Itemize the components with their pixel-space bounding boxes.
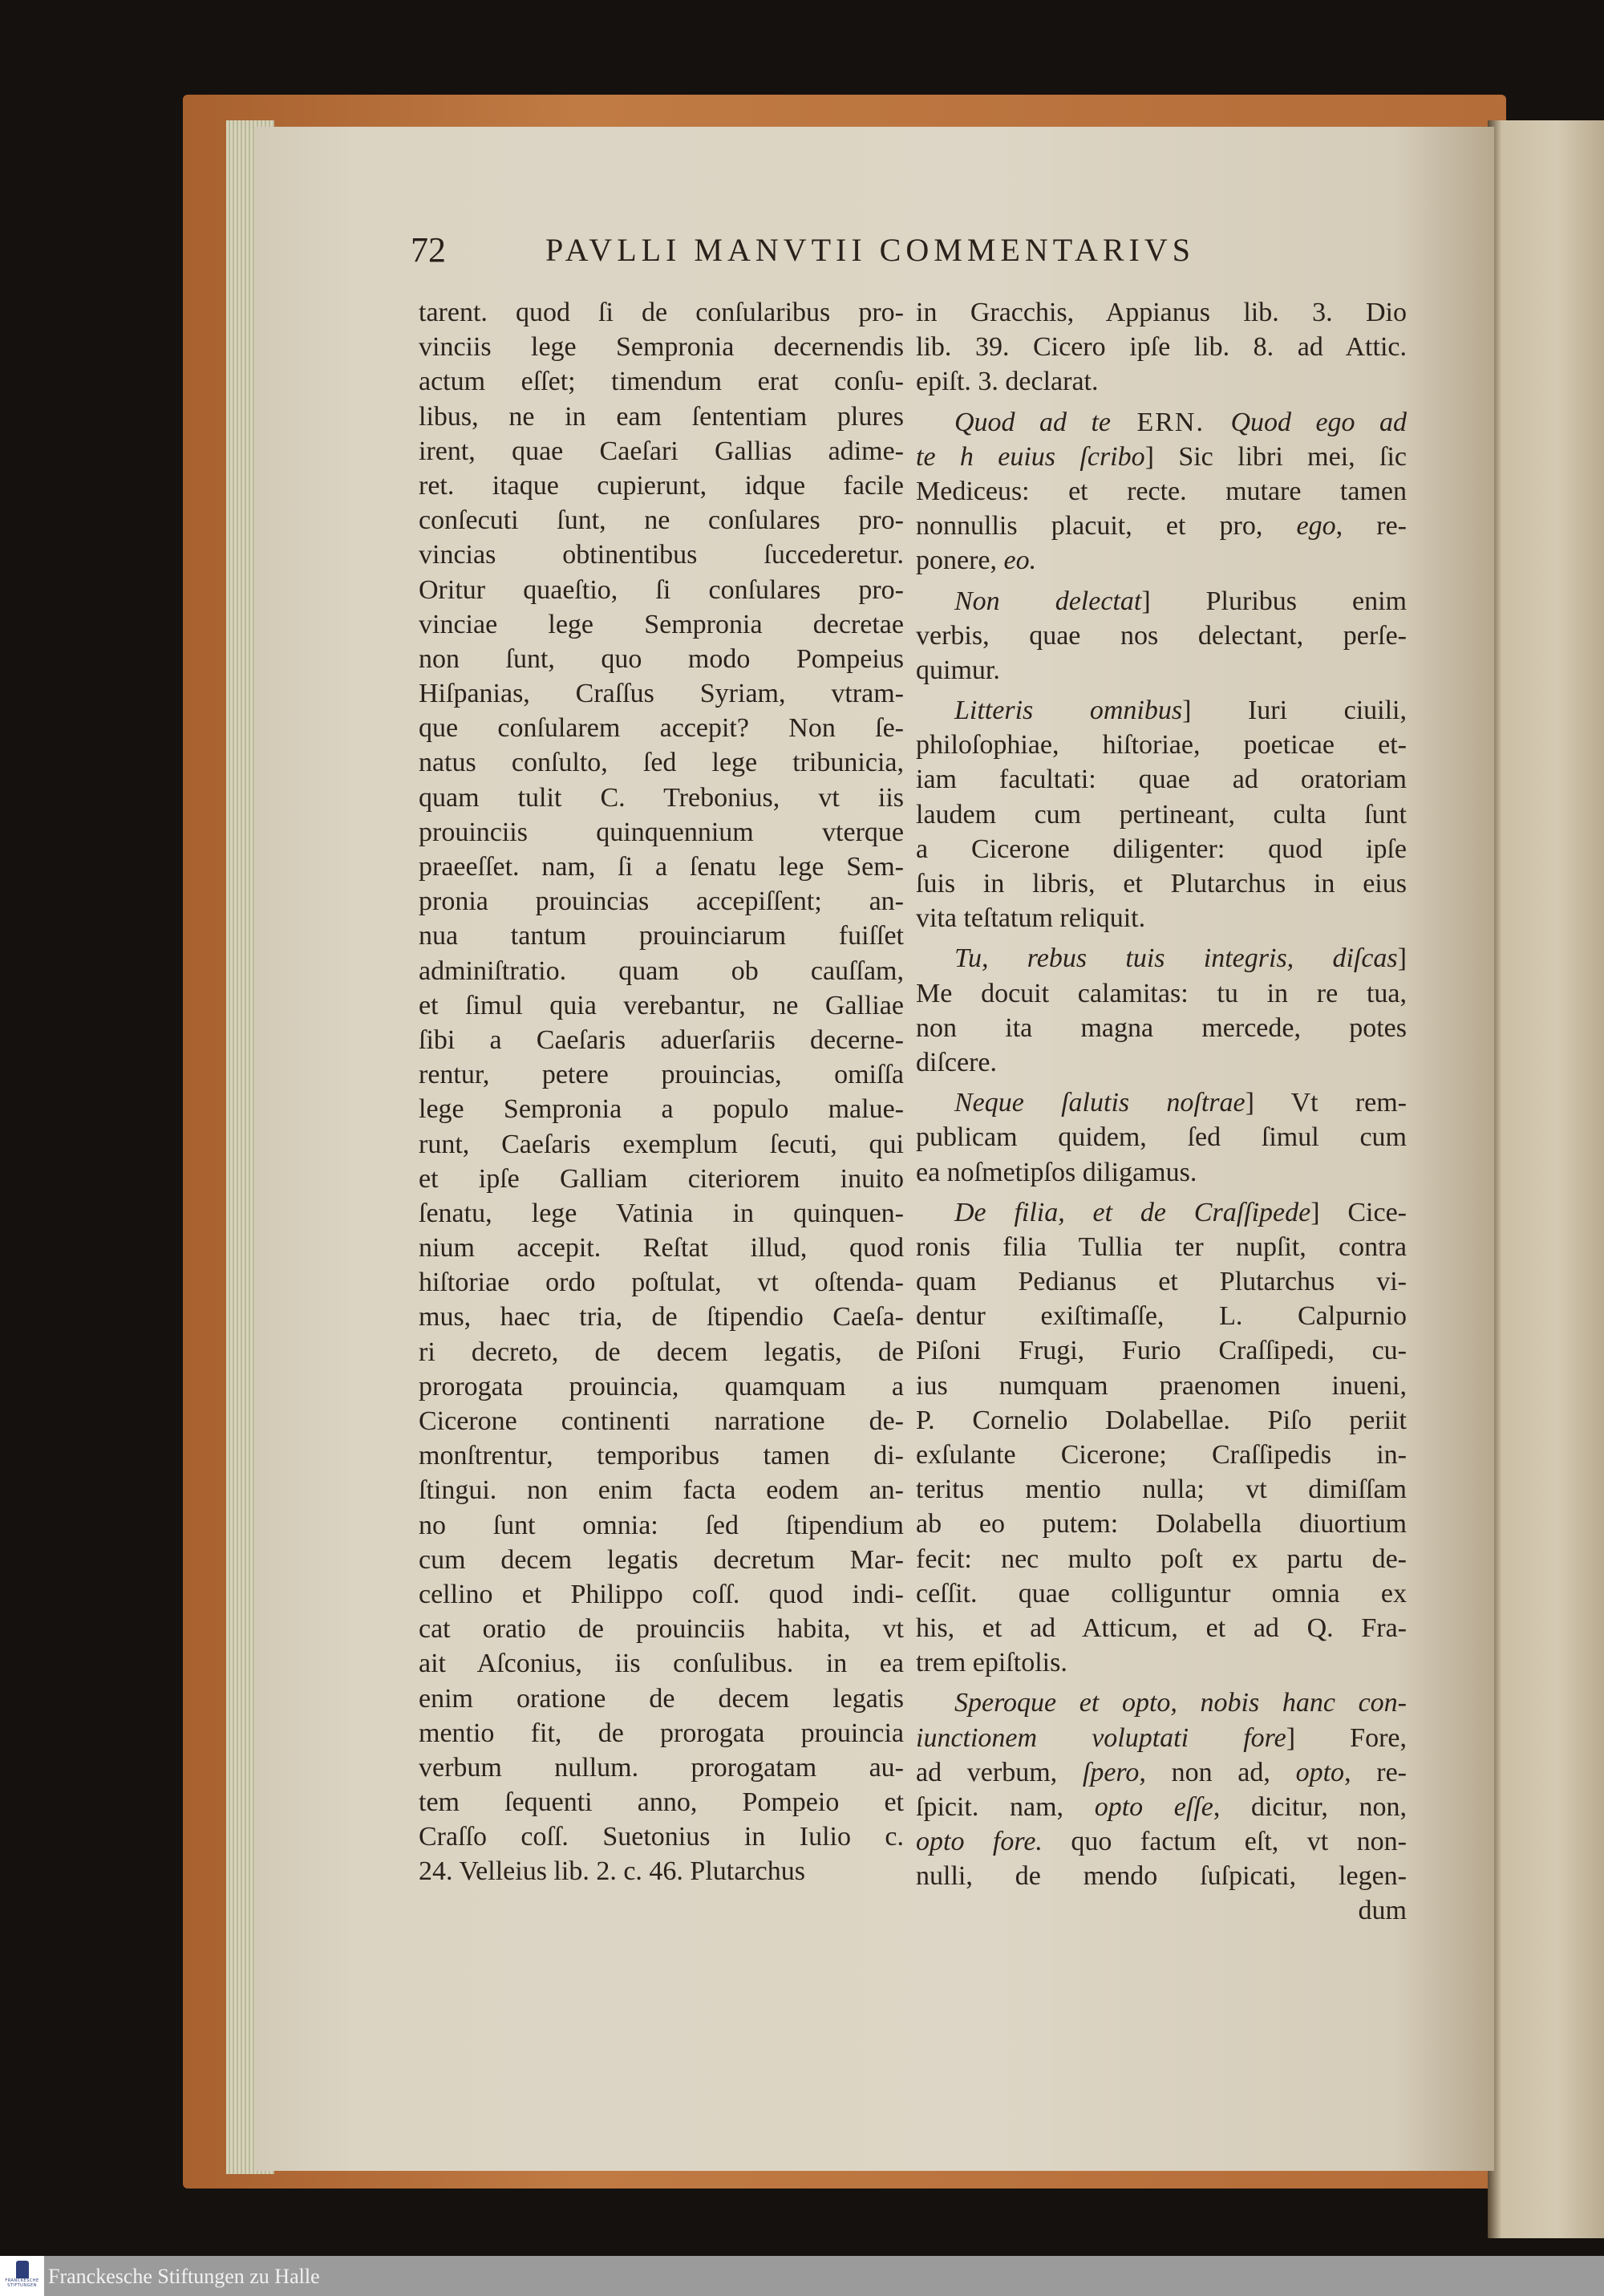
text-line: libus, ne in eam ſententiam plures bbox=[419, 401, 904, 432]
text-line bbox=[916, 1155, 1407, 1190]
text-line: mentio fit, de prorogata prouincia bbox=[419, 1718, 904, 1748]
text-line: nium accepit. Reſtat illud, quod bbox=[419, 1233, 904, 1264]
lemma-italic: Neque ſalutis noſtrae bbox=[954, 1088, 1246, 1118]
text-line bbox=[916, 901, 1407, 935]
text-line: quam tulit C. Trebonius, vt iis bbox=[419, 782, 904, 813]
text-line: no ſunt omnia: ſed ſtipendium bbox=[419, 1510, 904, 1540]
logo-text: STIFTUNGEN bbox=[7, 2283, 37, 2288]
lemma-italic: Speroque et opto, nobis hanc con- bbox=[954, 1688, 1407, 1718]
text-line bbox=[916, 1645, 1407, 1680]
text-segment: quam Pedianus et Plutarchus vi- bbox=[916, 1267, 1407, 1297]
text-segment: vita teſtatum reliquit. bbox=[916, 903, 1146, 934]
institution-logo bbox=[0, 2256, 44, 2296]
text-line bbox=[916, 832, 1407, 866]
text-line: ſenatu, lege Vatinia in quinquen- bbox=[419, 1198, 904, 1228]
text-segment: quo factum eſt, vt non- bbox=[1042, 1827, 1407, 1857]
text-line: pronia prouincias accepiſſent; an- bbox=[419, 886, 904, 917]
right-text-column bbox=[916, 295, 1407, 1929]
text-segment: in Gracchis, Appianus lib. 3. Dio bbox=[916, 298, 1407, 327]
text-segment: Piſoni Frugi, Furio Craſſipedi, cu- bbox=[916, 1336, 1407, 1366]
text-segment: ] Pluribus enim bbox=[1141, 586, 1407, 616]
text-line: conſecuti ſunt, ne conſulares pro- bbox=[419, 505, 904, 536]
page-number: 72 bbox=[411, 230, 446, 270]
text-segment: his, et ad Atticum, et ad Q. Fra- bbox=[916, 1612, 1407, 1643]
text-segment: exſulante Cicerone; Craſſipedis in- bbox=[916, 1440, 1407, 1470]
text-line bbox=[916, 364, 1407, 399]
text-line: natus conſulto, ſed lege tribunicia, bbox=[419, 748, 904, 778]
text-line bbox=[916, 1085, 1407, 1120]
text-line: vinciis lege Sempronia decernendis bbox=[419, 332, 904, 363]
lemma-italic: opto fore. bbox=[916, 1827, 1043, 1857]
text-segment: Mediceus: et recte. mutare tamen bbox=[916, 476, 1407, 506]
text-line: rentur, petere prouincias, omiſſa bbox=[419, 1060, 904, 1090]
text-line: 24. Velleius lib. 2. c. 46. Plutarchus bbox=[419, 1856, 805, 1887]
text-line bbox=[916, 1611, 1407, 1645]
text-segment: a Cicerone diligenter: quod ipſe bbox=[916, 834, 1407, 864]
text-segment: nulli, de mendo ſuſpicati, legen- bbox=[916, 1861, 1407, 1892]
text-line bbox=[916, 330, 1407, 364]
text-segment: epiſt. 3. declarat. bbox=[916, 367, 1099, 397]
text-line bbox=[916, 1230, 1407, 1264]
text-segment: ponere, bbox=[916, 546, 1004, 576]
text-segment: , dicitur, non, bbox=[1213, 1791, 1407, 1822]
institution-name: Franckesche Stiftungen zu Halle bbox=[48, 2265, 320, 2288]
text-segment: diſcere. bbox=[916, 1047, 997, 1077]
text-segment: philoſophiae, hiſtoriae, poeticae et- bbox=[916, 730, 1407, 761]
text-line: tem ſequenti anno, Pompeio et bbox=[419, 1787, 904, 1818]
lemma-italic: eo. bbox=[1003, 546, 1037, 576]
logo-figure-icon bbox=[16, 2261, 29, 2278]
text-line: cat oratio de prouinciis habita, vt bbox=[419, 1614, 904, 1645]
text-line: enim oratione de decem legatis bbox=[419, 1683, 904, 1714]
text-line: et ſimul quia verebantur, ne Galliae bbox=[419, 990, 904, 1020]
text-line: Craſſo coſſ. Suetonius in Iulio c. bbox=[419, 1822, 904, 1852]
text-line bbox=[916, 295, 1407, 330]
text-line bbox=[916, 1685, 1407, 1720]
lemma-italic: ego bbox=[1296, 511, 1336, 542]
text-line: prorogata prouincia, quamquam a bbox=[419, 1371, 904, 1402]
text-segment: Me docuit calamitas: tu in re tua, bbox=[916, 978, 1407, 1008]
text-segment: lib. 39. Cicero ipſe lib. 8. ad Attic. bbox=[916, 332, 1407, 363]
lemma-italic: Quod ego ad bbox=[1230, 407, 1407, 437]
text-line: ſtingui. non enim facta eodem an- bbox=[419, 1475, 904, 1506]
lemma-italic: iunctionem voluptati fore bbox=[916, 1722, 1286, 1753]
text-line: Hiſpanias, Craſſus Syriam, vtram- bbox=[419, 679, 904, 709]
text-line bbox=[916, 440, 1407, 474]
text-line bbox=[916, 1893, 1407, 1928]
text-line: verbum nullum. prorogatam au- bbox=[419, 1752, 904, 1783]
lemma-italic: opto eſſe bbox=[1094, 1791, 1213, 1822]
text-line: nua tantum prouinciarum fuiſſet bbox=[419, 921, 904, 951]
text-line: vincias obtinentibus ſuccederetur. bbox=[419, 540, 904, 570]
text-line bbox=[916, 1299, 1407, 1333]
text-line bbox=[916, 1542, 1407, 1576]
text-line bbox=[916, 543, 1407, 578]
text-line bbox=[916, 1369, 1407, 1403]
text-line bbox=[916, 474, 1407, 509]
text-segment: ea noſmetipſos diligamus. bbox=[916, 1157, 1197, 1187]
text-line bbox=[916, 1721, 1407, 1755]
text-line bbox=[916, 1011, 1407, 1045]
text-line: mus, haec tria, de ſtipendio Caeſa- bbox=[419, 1302, 904, 1333]
text-line bbox=[916, 693, 1407, 728]
lemma-italic: Tu, rebus tuis integris, diſcas bbox=[954, 943, 1398, 974]
text-segment: iam facultati: quae ad oratoriam bbox=[916, 765, 1407, 795]
text-segment: ] Fore, bbox=[1286, 1722, 1407, 1753]
lemma-italic: te h euius ſcribo bbox=[916, 441, 1145, 472]
text-segment: ſpicit. nam, bbox=[916, 1791, 1095, 1822]
text-line bbox=[916, 653, 1407, 688]
text-line bbox=[916, 976, 1407, 1011]
lemma-italic: Litteris omnibus bbox=[954, 696, 1183, 726]
text-segment: verbis, quae nos delectant, perſe- bbox=[916, 620, 1407, 651]
text-line: que conſularem accepit? Non ſe- bbox=[419, 713, 904, 744]
text-line bbox=[916, 1333, 1407, 1368]
text-line: cum decem legatis decretum Mar- bbox=[419, 1544, 904, 1575]
lemma-italic: Quod ad te bbox=[954, 407, 1112, 437]
running-head bbox=[0, 225, 1604, 273]
text-line bbox=[916, 866, 1407, 901]
text-segment: ad verbum, bbox=[916, 1757, 1083, 1787]
text-line bbox=[916, 1790, 1407, 1824]
text-line: et ipſe Galliam citeriorem inuito bbox=[419, 1163, 904, 1194]
text-line bbox=[916, 584, 1407, 619]
lemma-italic: opto bbox=[1295, 1757, 1345, 1787]
text-line bbox=[916, 941, 1407, 976]
text-segment: dentur exiſtimaſſe, L. Calpurnio bbox=[916, 1301, 1407, 1332]
text-line: prouinciis quinquennium vterque bbox=[419, 817, 904, 847]
text-segment: ſuis in libris, et Plutarchus in eius bbox=[916, 869, 1407, 899]
text-segment: ] Vt rem- bbox=[1245, 1088, 1408, 1118]
text-line bbox=[916, 1755, 1407, 1790]
running-title: PAVLLI MANVTII COMMENTARIVS bbox=[545, 232, 1195, 268]
text-line: Oritur quaeſtio, ſi conſulares pro- bbox=[419, 574, 904, 605]
lemma-italic: De filia, et de Craſſipede bbox=[954, 1197, 1311, 1227]
text-line bbox=[916, 1576, 1407, 1611]
text-line bbox=[916, 1195, 1407, 1230]
text-segment: , re- bbox=[1344, 1757, 1408, 1787]
logo-text: FRANCKESCHE bbox=[5, 2278, 39, 2283]
text-segment: nonnullis placuit, et pro, bbox=[916, 511, 1297, 542]
text-line bbox=[916, 797, 1407, 832]
text-line: praeeſſet. nam, ſi a ſenatu lege Sem- bbox=[419, 852, 904, 882]
text-segment: ] Sic libri mei, ſic bbox=[1144, 441, 1407, 472]
text-segment: ab eo putem: Dolabella diuortium bbox=[916, 1509, 1407, 1539]
text-line bbox=[916, 1403, 1407, 1438]
text-line bbox=[916, 762, 1407, 797]
text-line: tarent. quod ſi de conſularibus pro- bbox=[419, 298, 904, 327]
lemma-italic: ſpero, bbox=[1082, 1757, 1146, 1787]
text-segment: fecit: nec multo poſt ex partu de- bbox=[916, 1544, 1407, 1574]
text-line bbox=[916, 1507, 1407, 1541]
text-line: monſtrentur, temporibus tamen di- bbox=[419, 1441, 904, 1471]
text-segment: dum bbox=[1358, 1896, 1407, 1926]
text-line bbox=[916, 728, 1407, 762]
text-segment: teritus mentio nulla; vt dimiſſam bbox=[916, 1475, 1407, 1505]
lemma-italic: Non delectat bbox=[954, 586, 1142, 616]
text-segment: publicam quidem, ſed ſimul cum bbox=[916, 1122, 1407, 1153]
text-segment: non ita magna mercede, potes bbox=[916, 1012, 1407, 1043]
text-line: Cicerone continenti narratione de- bbox=[419, 1406, 904, 1436]
text-segment: laudem cum pertineant, culta ſunt bbox=[916, 799, 1407, 830]
text-line: non ſunt, quo modo Pompeius bbox=[419, 643, 904, 674]
text-line bbox=[916, 619, 1407, 653]
text-line: cellino et Philippo coſſ. quod indi- bbox=[419, 1579, 904, 1609]
text-segment: ronis filia Tullia ter nupſit, contra bbox=[916, 1231, 1407, 1262]
text-segment: ERN. bbox=[1111, 407, 1231, 437]
text-line: ret. itaque cupierunt, idque facile bbox=[419, 470, 904, 501]
text-line bbox=[916, 1824, 1407, 1859]
text-line bbox=[916, 405, 1407, 440]
text-line bbox=[916, 1472, 1407, 1507]
text-line bbox=[916, 1859, 1407, 1893]
text-segment: P. Cornelio Dolabellae. Piſo periit bbox=[916, 1405, 1407, 1435]
text-line: lege Sempronia a populo malue- bbox=[419, 1094, 904, 1125]
text-line: ri decreto, de decem legatis, de bbox=[419, 1337, 904, 1367]
text-segment: ] Cice- bbox=[1310, 1197, 1407, 1227]
text-line: actum eſſet; timendum erat conſu- bbox=[419, 367, 904, 397]
text-line: adminiſtratio. quam ob cauſſam, bbox=[419, 955, 904, 986]
text-segment: ] bbox=[1397, 943, 1407, 974]
footer-bar bbox=[0, 2256, 1604, 2296]
text-line bbox=[916, 1264, 1407, 1299]
text-line: runt, Caeſaris exemplum ſecuti, qui bbox=[419, 1129, 904, 1159]
text-line bbox=[916, 1045, 1407, 1080]
text-segment: trem epiſtolis. bbox=[916, 1648, 1067, 1678]
text-segment: ceſſit. quae colliguntur omnia ex bbox=[916, 1578, 1407, 1608]
text-line bbox=[916, 509, 1407, 543]
text-segment: , re- bbox=[1335, 511, 1407, 542]
text-line bbox=[916, 1438, 1407, 1472]
text-line bbox=[916, 1120, 1407, 1154]
text-segment: ius numquam praenomen inueni, bbox=[916, 1370, 1407, 1401]
facing-page-edge bbox=[1488, 120, 1604, 2238]
text-line: vinciae lege Sempronia decretae bbox=[419, 609, 904, 639]
text-line: irent, quae Caeſari Gallias adime- bbox=[419, 436, 904, 466]
text-segment: non ad, bbox=[1145, 1757, 1296, 1787]
text-segment: quimur. bbox=[916, 655, 1000, 685]
text-line: hiſtoriae ordo poſtulat, vt oſtenda- bbox=[419, 1268, 904, 1298]
text-line: ſibi a Caeſaris aduerſariis decerne- bbox=[419, 1024, 904, 1055]
left-text-column bbox=[419, 295, 904, 1889]
text-segment: ] Iuri ciuili, bbox=[1182, 696, 1407, 726]
text-line: ait Aſconius, iis conſulibus. in ea bbox=[419, 1649, 904, 1679]
